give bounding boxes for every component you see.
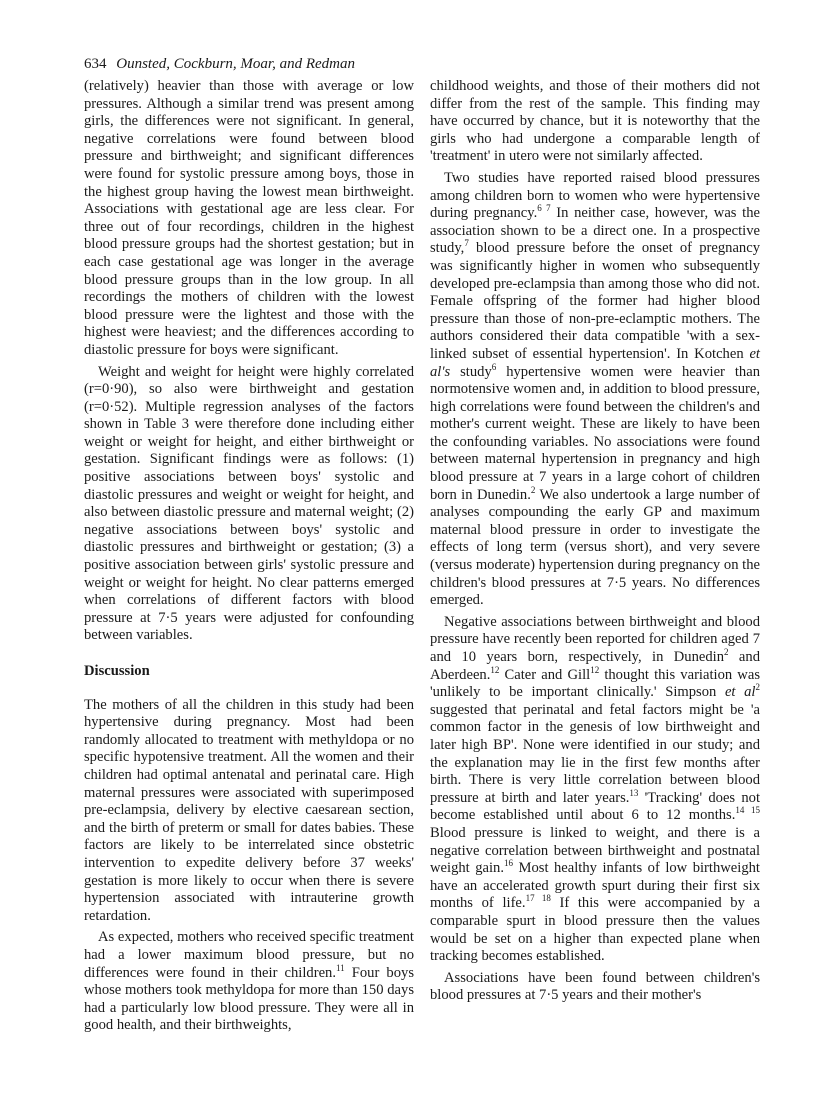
- paragraph: Associations have been found between children's blood pressures at 7·5 years and their mother's: [430, 969, 760, 1004]
- paragraph: (relatively) heavier than those with average or low pressures. Although a similar trend was present among girls, the differences were not significant. In general, negative correlations were found between blood pressure and birthweight; and significant differences were found for systolic pressure among boys, those in the highest group having the lowest mean birthweight. Associations with gestational age are less clear. For three out of four recordings, children in the highest blood pressure groups had the shortest gestation; but in each case gestational age was longer in the average blood pressure groups than in the low group. In all recordings the mothers of children with the lowest blood pressure were the lightest and those with the highest were heaviest; and the differences according to diastolic pressure for boys were significant.: [84, 78, 414, 358]
- left-column: [84, 78, 414, 1035]
- paragraph: As expected, mothers who received specific treatment had a lower maximum blood pressure, but no differences were found in their children.$^{11}$ Four boys whose mothers took methyldopa for more than 150 days had a particularly low blood pressure. They were all in good health, and their birthweights,: [84, 929, 415, 1034]
- citation: 17 18: [525, 893, 551, 904]
- paragraph: Two studies have reported raised blood pressures among children born to women who were hypertensive during pregnancy.$^{6 7}$ In neither case, however, was the association shown to be a direct one. In a prospective study,$^7$ blood pressure before the onset of pregnancy was significantly higher in women who subsequently developed pre-eclampsia than among those who did not. Female offspring of the former had higher blood pressure than those of non-pre-eclamptic mothers. The authors considered their data compatible 'with a sex-linked subset of essential hypertension'. In Kotchen et al's study$^6$ hypertensive women were heavier than normotensive women and, in addition to blood pressure, high correlations were found between the children's and mother's current weight. These are likely to have been the confounding variables. No associations were found between maternal hypertension in pregnancy and high blood pressure at 7 years in a large cohort of children born in Dunedin.$^2$ We also undertook a large number of analyses compounding the early GP and maximum maternal blood pressure in order to investigate the effects of long term (versus short), and very severe (versus moderate) hypertension during pregnancy on the children's blood pressures at 7·5 years. No differences emerged.: [430, 169, 760, 609]
- running-authors: Ounsted, Cockburn, Moar, and Redman: [116, 56, 355, 72]
- citation: 6: [491, 361, 497, 372]
- citation: 2: [530, 484, 536, 495]
- section-heading-discussion: Discussion: [84, 663, 150, 679]
- paragraph: Negative associations between birthweight and blood pressure have recently been reported for children aged 7 and 10 years born, respectively, in Dunedin$^2$ and Aberdeen.$^{12}$ Cater and Gill$^{12}$ thought this variation was 'unlikely to be important clinically.' Simpson et $al^2$ suggested that perinatal and fetal factors might be 'a common factor in the genesis of low birthweight and later high BP'. None were identified in our study; and the explanation may lie in the first few months after birth. There is very little correlation between blood pressure at birth and later years.$^{13}$ 'Tracking' does not become established until about 6 to 12 months.$^{14 15}$ Blood pressure is linked to weight, and there is a negative correlation between birthweight and postnatal weight gain.$^{16}$ Most healthy infants of low birthweight have an accelerated growth spurt during their first six months of life.$^{17 18}$ If this were accompanied by a comparable spurt in blood pressure then the values would be set on a higher than expected plane when tracking becomes established.: [430, 613, 761, 965]
- citation: 2: [724, 647, 729, 658]
- paragraph: Weight and weight for height were highly correlated (r=0·90), so also were birthweight and gestation (r=0·52). Multiple regression analyses of the factors shown in Table 3 were therefore done including either weight or weight for height, and either birthweight or gestation. Significant findings were as follows: (1) positive associations between boys' systolic and diastolic pressures and weight or weight for height, and also between diastolic pressure and maternal weight; (2) negative associations between boys' systolic and diastolic pressures and birthweight or gestation; (3) a positive association between girls' systolic pressure and weight or weight for height. No clear patterns emerged when correlations of different factors with blood pressure at 7·5 years were adjusted for confounding between variables.: [84, 363, 414, 644]
- citation: 6 7: [537, 203, 551, 214]
- paragraph: childhood weights, and those of their mothers did not differ from the rest of the sample. This finding may have occurred by chance, but it is noteworthy that the girls who had undergone a comparable length of 'treatment' in utero were not similarly affected.: [430, 78, 760, 165]
- citation: 13: [629, 787, 639, 798]
- running-header: [84, 54, 355, 74]
- citation: 12: [590, 664, 600, 675]
- right-column: [430, 78, 760, 1005]
- citation: 11: [336, 962, 345, 973]
- paragraph: The mothers of all the children in this study had been hypertensive during pregnancy. Most had been randomly allocated to treatment with methyldopa or no specific hypotensive treatment. All the women and their children had optimal antenatal and perinatal care. High maternal pressures were associated with superimposed pre-eclampsia, delivery by elective caesarean section, and the birth of preterm or small for dates babies. These factors are likely to be interrelated since obstetric intervention to expedite delivery before 37 weeks' gestation is more likely to occur when there is severe hypertension associated with intrauterine growth retardation.: [84, 696, 414, 924]
- citation: 14 15: [735, 805, 761, 816]
- page-number: 634: [84, 56, 107, 72]
- citation: 16: [504, 858, 513, 869]
- citation: 12: [490, 664, 500, 675]
- citation: 2: [755, 682, 760, 693]
- citation: 7: [464, 238, 469, 249]
